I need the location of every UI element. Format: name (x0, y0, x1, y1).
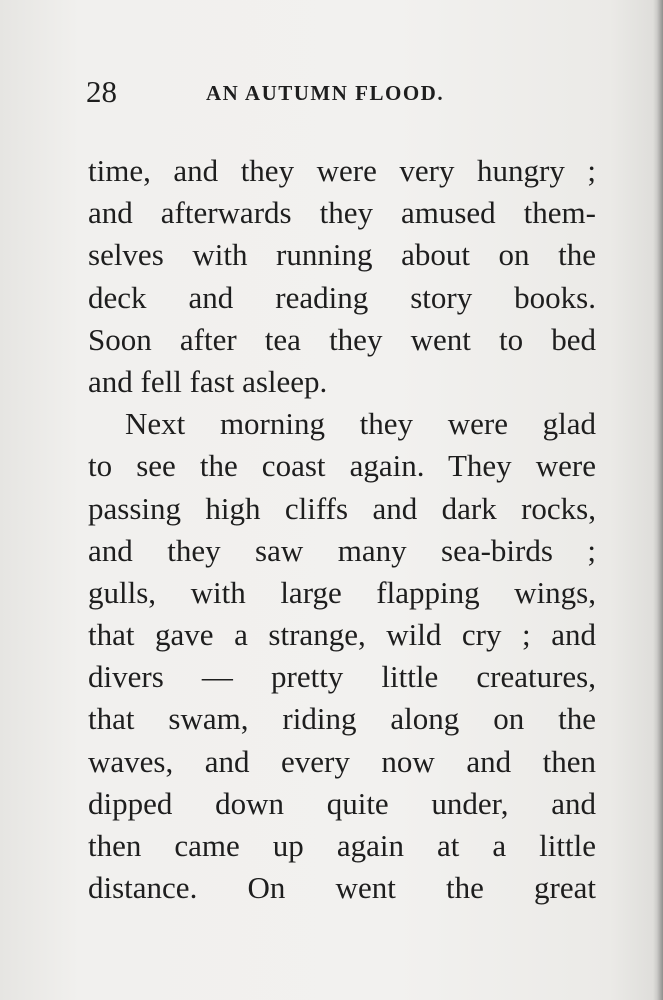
text-line: that gave a strange, wild cry ; and (88, 617, 596, 653)
text-line: divers — pretty little creatures, (88, 659, 596, 695)
text-line: deck and reading story books. (88, 279, 596, 315)
text-line: dipped down quite under, and (88, 785, 596, 821)
running-head: AN AUTUMN FLOOD. (206, 81, 445, 105)
paragraph-2 (88, 403, 596, 909)
text-line: passing high cliffs and dark rocks, (88, 490, 596, 526)
text-line: to see the coast again. They were (88, 448, 596, 484)
page-number: 28 (86, 74, 117, 109)
text-line: Next morning they were glad (125, 406, 596, 442)
text-line: gulls, with large flapping wings, (88, 574, 596, 610)
text-line: time, and they were very hungry ; (88, 153, 596, 188)
text-line: distance. On went the great (88, 870, 596, 906)
text-line: and they saw many sea-birds ; (88, 532, 596, 568)
body-text (88, 150, 596, 909)
text-line: selves with running about on the (88, 237, 596, 273)
paragraph-1 (88, 150, 596, 403)
text-line: Soon after tea they went to bed (88, 321, 596, 357)
text-line: and afterwards they amused them- (88, 195, 596, 231)
page-edge-shadow (653, 0, 663, 1000)
page-header (86, 72, 596, 112)
text-line: that swam, riding along on the (88, 701, 596, 737)
text-line: and fell fast asleep. (88, 363, 328, 399)
text-line: then came up again at a little (88, 828, 596, 863)
text-line: waves, and every now and then (88, 743, 596, 779)
